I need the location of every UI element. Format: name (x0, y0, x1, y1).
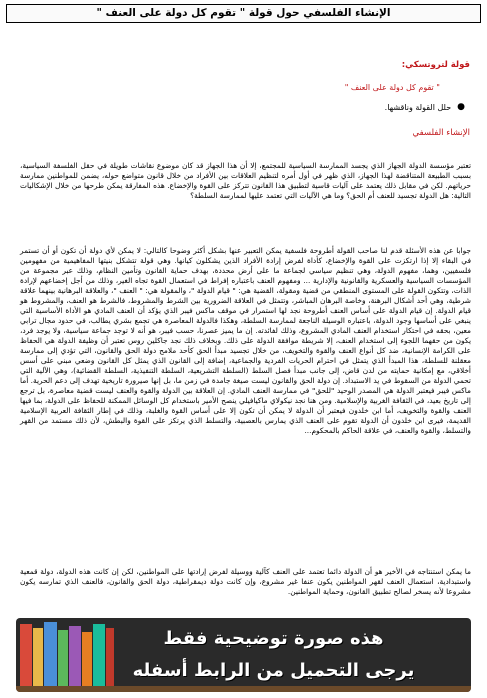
quote-text: " تقوم كل دولة على العنف " (344, 83, 440, 92)
preview-banner (16, 618, 471, 692)
banner-line-1: هذه صورة توضيحية فقط (163, 628, 384, 649)
task-bullet (250, 102, 465, 112)
essay-heading: الإنشاء الفلسفي (412, 128, 470, 138)
paragraph-body: جوابا عن هذه الأسئلة قدم لنا صاحب القولة أطروحة فلسفية يمكن التعبير عنها بشكل أكثر وضوحا كالتالي: لا يمكن لأي دولة أن تكون أو أن تستمر في البقاء إلا إذا ارتكزت على القوة والإخضاع، كأداة لفرض إرادة الأفراد الذين يشكلون كيانها. وهي قولة تتشكل بنيتها المفاهيمية من مفهومين فلسفيين، وهما، مفهوم الدولة، وهي تنظيم سياسي لجماعة ما على أرض محددة، بهدف حماية القانون وتأمين النظام، وذلك عبر مجموعة من المؤسسات السياسية والعسكرية والقانونية والإدارية ... ومفهوم العنف باعتباره إفراط في استعمال القوة تجاه الغير، وذلك من أجل إخضاعهم لإرادة الذات، وتتكون القولة على المستوى المنطقي من قضية ومقولة، القضية هي: " قيام الدولة "، والمقولة هي: " العنف "، والعلاقة البرهانية بينهما علاقة شرطية، وهي أحد أشكال البرهنة، وخاصة البرهان المباشر، وتتمثل في العلاقة الضرورية بين الشرط والمشروط، فالشرط هو العنف، والمشروط هو قيام الدولة. إن قيام الدولة على أساس العنف أطروحة نجد لها استمرار في موقف ماكس فيبر الذي يؤكد أن العنف المادي هو الأداة الأساسية التي ينبغي على أساسها وجود الدولة، باعتباره الوسيلة الناجعة لممارسة السلطة، وهكذا فالدولة المعاصرة هي تجمع بشري يطالب، في حدود مجال ترابي معين، بحقه في احتكار استخدام العنف المادي المشروع، وذلك لفائدته. إن ما يميز عصرنا، حسب فيبر، هو أنه لا توجد جماعة سياسية، ولا يوجد فرد، يكون من حقهما اللجوء إلى استخدام العنف، إلا شريطة موافقة الدولة على ذلك. وبخلاف ذلك نجد جاكلين روس تعتبر أن وظيفة الدولة هي الحفاظ على الكرامة الإنسانية، ضد كل أنواع العنف والقوة والتخويف، من خلال تجسيد مبدأ الحق كأحد ملامح دولة الحق والقانون، التي تؤدي إلى ممارسة معقلنة للسلطة، هذا المبدأ الذي يتمثل في احترام الحريات الفردية والجماعية، إضافة إلى القانون الذي يمثل كل القانون وضعي مبني على أسس أخلاقي، مع إمكانية حمايته من لدن قاض، إلى جانب مبدأ فصل السلط (السلطة التشريعية، السلطة التنفيذية، السلطة القضائية)، وهي الآلية التي تحمي الدولة من السقوط في يد الاستبداد. إن دولة الحق والقانون ليست صيغة جامدة في زمن ما، بل إنها صيرورة تاريخية تهدف إلى دعم الحرية. أما ماكس فيبر فيعتبر الدولة هي المصدر الوحيد "للحق" في ممارسة العنف المادي. إن العلاقة بين الدولة والقوة والعنف ليست قضية معاصرة، بل ترجع إلى تاريخ بعيد، في الثقافة الغربية والإسلامية. ومن هنا نجد نيكولاي ماكيافيلي ينصح الأمير باستخدام كل الوسائل الممكنة للحفاظ على الدولة، بما فيها العنف والقوة والتخويف، أما ابن خلدون فيعتبر أن الدولة لا يمكن أن تكون إلا على أساس القوة والغلبة، وذلك في إطار الثقافة العربية الإسلامية القديمة، فيرى ابن خلدون أن الدولة تقوم على العنف الذي يمارس بالعصبية، والتسلط الذي يرتكز على القوة والبطش، لأن ذلك مستمد من القهر والتسلط، والقوة والعنف، في علاقة الحاكم بالمحكوم... (20, 246, 471, 435)
task-text: حلل القولة وناقشها. (384, 102, 452, 112)
paragraph-intro: تعتبر مؤسسة الدولة الجهاز الذي يجسد الممارسة السياسية للمجتمع، إلا أن هذا الجهاز قد كان موضوع نقاشات طويلة في حقل الفلسفة السياسية، بسبب الطبيعة المتناقضة لهذا الجهاز، الذي ظهر في أول أمره لتنظيم العلاقات بين الأفراد من خلال قانون متواضع حوله، يضمن للمواطنين ممارسة حرياتهم. لكن في مقابل ذلك يعتمد على آليات قاسية لتطبيق هذا القانون تتركز على القوة والإخضاع. هذه المفارقة يمكن طرحها من خلال الإشكاليات التالية: هل الدولة تجسيد للعنف أم الحق؟ وما هي الآليات التي تعتمد عليها لممارسة السلطة؟ (20, 161, 471, 201)
intro-heading: قولة لتروتسكي: (401, 60, 470, 70)
paragraph-conclusion: ما يمكن استنتاجه في الأخير هو أن الدولة دائما تعتمد على العنف كآلية ووسيلة لفرض إرادتها على المواطنين، لكن إن كانت هذه الدولة، دولة قمعية واستبدادية، استعمال العنف لقهر المواطنين يكون عنفا غير مشروع، وإن كانت دولة ديمقراطية، دولة الحق والقانون، فالعنف الذي تمارسه يكون مشروعا لأنه يسخر لصالح تطبيق القانون، وحماية المواطنين. (20, 567, 471, 597)
banner-line-2: يرجى التحميل من الرابط أسفله (132, 660, 415, 681)
bullet-icon: ● (457, 102, 465, 112)
document-title: الإنشاء الفلسفي حول قولة " تقوم كل دولة على العنف " (6, 4, 481, 23)
